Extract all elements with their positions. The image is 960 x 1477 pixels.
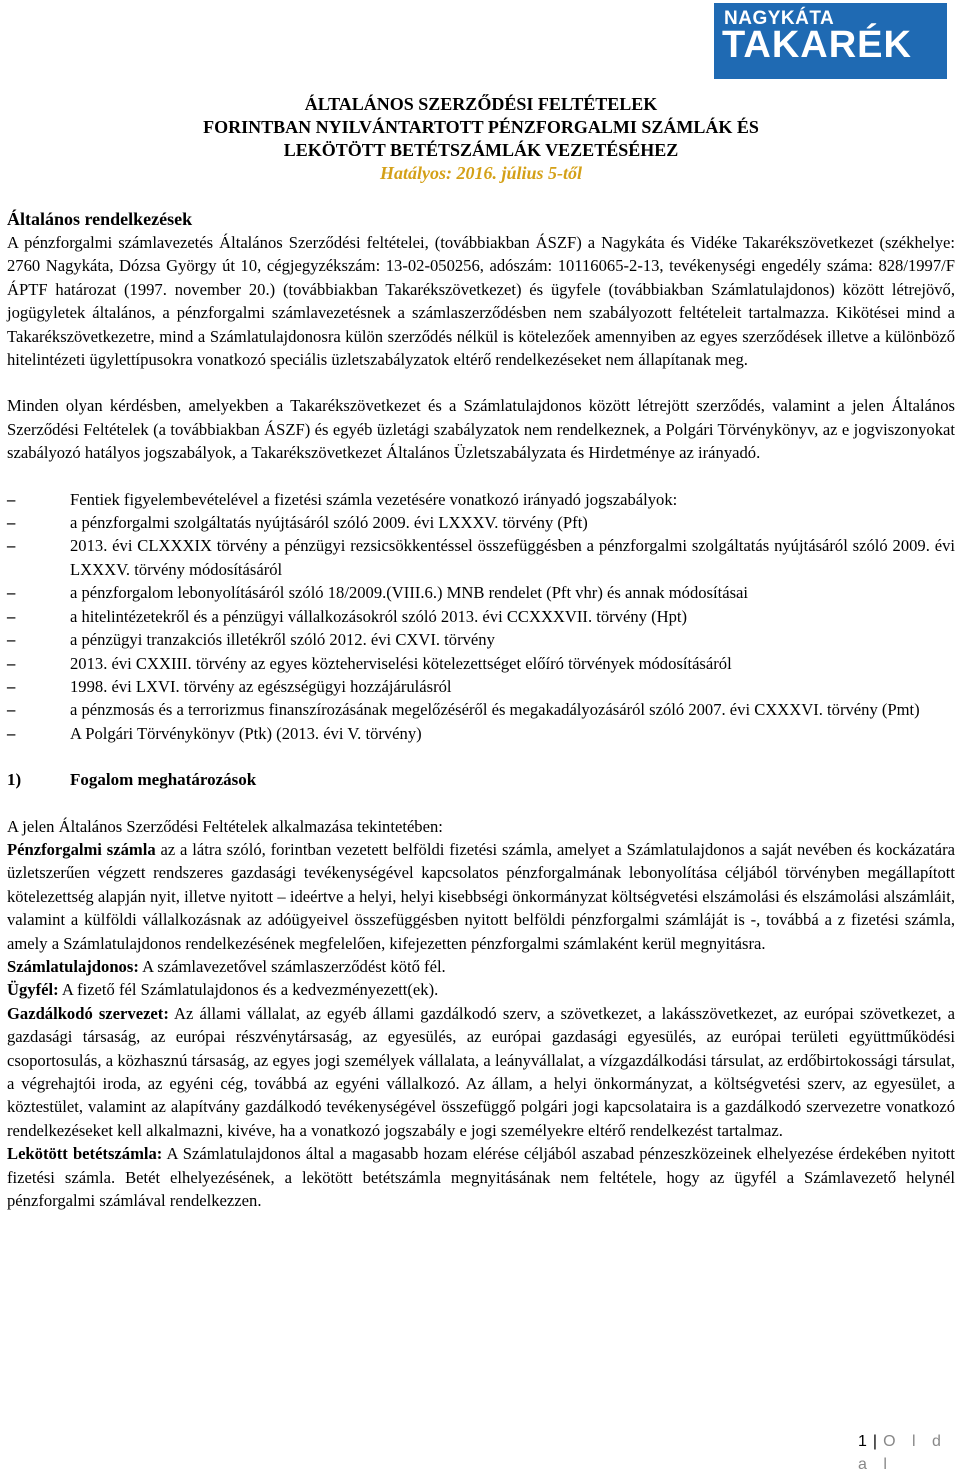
definition-term: Lekötött betétszámla: [7,1144,163,1164]
definition-text: az a látra szóló, forintban vezetett belföldi fizetési számla, amelyet a Számlatulajdonos a saját nevében és kockázatára üzletszerűen végzett rendszeres gazdasági tevékenységével kapcsolatos pénzforgalmának lebonyolítása céljából törvényben megállapított kötelezettség alapján nyit, illetve nyitott – ideértve a helyi, helyi kisebbségi önkormányzat költségvetési elszámolási és elszámolási alszámláit, valamint a külföldi vállalkozásnak az adóügyeivel összefüggésben nyitott belföldi pénzforgalmi számláját is -, továbbá a z fizetési számla, amely a Számlatulajdonos rendelkezésének megfelelően, kifejezetten pénzforgalmi számlaként kerül megnyitásra. [7,839,955,953]
definition-text: Az állami vállalat, az egyéb állami gazdálkodó szerv, a szövetkezet, a lakásszövetkezet, az európai szövetkezet, a gazdasági társaság, az európai részvénytársaság, az egyesülés, az európai gazdasági egyesülés, az európai területi együttműködési csoportosulás, a közhasznú társaság, az egyes jogi személyek vállalata, a leányvállalat, a vízgazdálkodási társulat, az erdőbirtokossági társulat, a végrehajtói iroda, az egyéni cég, továbbá az egyéni vállalkozó. Az állam, a helyi önkormányzat, a költségvetési szerv, az egyesület, a köztestület, valamint az alapítvány gazdálkodó tevékenységével összefüggő polgári jogi kapcsolataira is a gazdálkodó szervezetre vonatkozó rendelkezéseket kell alkalmazni, kivéve, ha a vonatkozó jogszabály e jogi személyekre eltérő rendelkezést tartalmaz. [7,1003,956,1140]
definition-term: Ügyfél: [7,980,59,1000]
definition-item [7,838,955,955]
list-item: – a pénzforgalmi szolgáltatás nyújtásáról szóló 2009. évi LXXXV. törvény (Pft) [7,511,955,534]
title-line-2: FORINTBAN NYILVÁNTARTOTT PÉNZFORGALMI SZÁMLÁK ÉS [203,117,759,137]
definition-item [7,1002,955,1142]
logo [714,3,947,79]
definitions [7,815,955,1213]
list-item: – 2013. évi CXXIII. törvény az egyes közteherviselési kötelezettséget előíró törvények módosításáról [7,652,955,675]
page-footer: 1 | O l d a l [858,1433,947,1474]
definitions-intro: A jelen Általános Szerződési Feltételek alkalmazása tekintetében: [7,816,443,836]
effective-date: Hatályos: 2016. július 5-től [379,163,583,183]
section-title: Fogalom meghatározások [70,770,257,790]
page-label: O l d a l [858,1433,947,1474]
list-item: – Fentiek figyelembevételével a fizetési számla vezetésére vonatkozó irányadó jogszabályok: [7,488,955,511]
definition-text: A számlavezetővel számlaszerződést kötő fél. [138,956,446,976]
law-list [7,488,955,745]
section-number: 1) [7,770,22,790]
list-item: – A Polgári Törvénykönyv (Ptk) (2013. évi V. törvény) [7,722,955,745]
list-item: – a hitelintézetekről és a pénzügyi vállalkozásokról szóló 2013. évi CCXXXVII. törvény (Hpt) [7,605,955,628]
title-line-3: LEKÖTÖTT BETÉTSZÁMLÁK VEZETÉSÉHEZ [283,140,679,160]
definition-item [7,955,955,978]
logo-top-text: NAGYKÁTA [724,8,835,29]
definition-text: A Számlatulajdonos által a magasabb hozam elérése céljából aszabad pénzeszközeinek elhelyezése érdekében nyitott fizetési számla. Betét elhelyezésének, a lekötött betétszámla megnyitásának nem feltétele, hogy az ügyfél a Számlavezető helynél pénzforgalmi számlával rendelkezzen. [7,1144,955,1211]
logo-bottom-text: TAKARÉK [722,24,912,66]
general-paragraph-1: A pénzforgalmi számlavezetés Általános Szerződési feltételei, (továbbiakban ÁSZF) a Nagykáta és Vidéke Takarékszövetkezet (székhelye: 2760 Nagykáta, Dózsa György út 10, cégjegyzékszám: 13-02-050256, adószám: 10116065-2-13, tevékenységi engedély száma: 828/1997/F ÁPTF határozat (1997. november 20.) (továbbiakban Takarékszövetkezet) és ügyfele (továbbiakban Számlatulajdonos) között létrejövő, jogügyletek általános, a pénzforgalmi számlavezetésnek a számlaszerződésben nem szabályozott feltételeit tartalmazza. Kikötései mind a Takarékszövetkezetre, mind a Számlatulajdonosra külön szerződés nélkül is kötelezőek amennyiben az egyes szerződések illetve a különböző hitelintézeti ügylettípusokra vonatkozó speciális üzletszabályzatok eltérő rendelkezéseket nem állapítanak meg. [7,233,955,370]
list-item: – 1998. évi LXVI. törvény az egészségügyi hozzájárulásról [7,675,955,698]
document-body [7,93,955,1212]
list-item: – a pénzügyi tranzakciós illetékről szóló 2012. évi CXVI. törvény [7,628,955,651]
definition-term: Pénzforgalmi számla [7,839,156,859]
title-line-1: ÁLTALÁNOS SZERZŐDÉSI FELTÉTELEK [304,94,658,114]
list-item: – 2013. évi CLXXXIX törvény a pénzügyi rezsicsökkentéssel összefüggésben a pénzforgalmi szolgáltatás nyújtásáról szóló 2009. évi LXXXV. törvény módosításáról [7,534,955,581]
general-paragraph-2: Minden olyan kérdésben, amelyekben a Takarékszövetkezet és a Számlatulajdonos között létrejött szerződés, valamint a jelen Általános Szerződési Feltételek (a továbbiakban ÁSZF) és egyéb üzletági szabályzatok nem rendelkeznek, a Polgári Törvénykönyv, az e jogviszonyokat szabályozó hatályos jogszabályok, a Takarékszövetkezet Általános Üzletszabályzata és Hirdetménye az irányadó. [7,396,955,463]
document-title [7,93,955,185]
general-heading: Általános rendelkezések [7,209,193,229]
page-number: 1 [858,1433,867,1450]
definition-item [7,1142,955,1212]
list-item: – a pénzforgalom lebonyolításáról szóló 18/2009.(VIII.6.) MNB rendelet (Pft vhr) és annak módosításai [7,581,955,604]
section-1-heading [7,768,955,791]
definition-item [7,978,955,1001]
list-item: – a pénzmosás és a terrorizmus finanszírozásának megelőzéséről és megakadályozásáról szóló 2007. évi CXXXVI. törvény (Pmt) [7,698,955,721]
definition-term: Gazdálkodó szervezet: [7,1003,169,1023]
definition-term: Számlatulajdonos: [7,956,139,976]
definition-text: A fizető fél Számlatulajdonos és a kedvezményezett(ek). [58,980,439,1000]
